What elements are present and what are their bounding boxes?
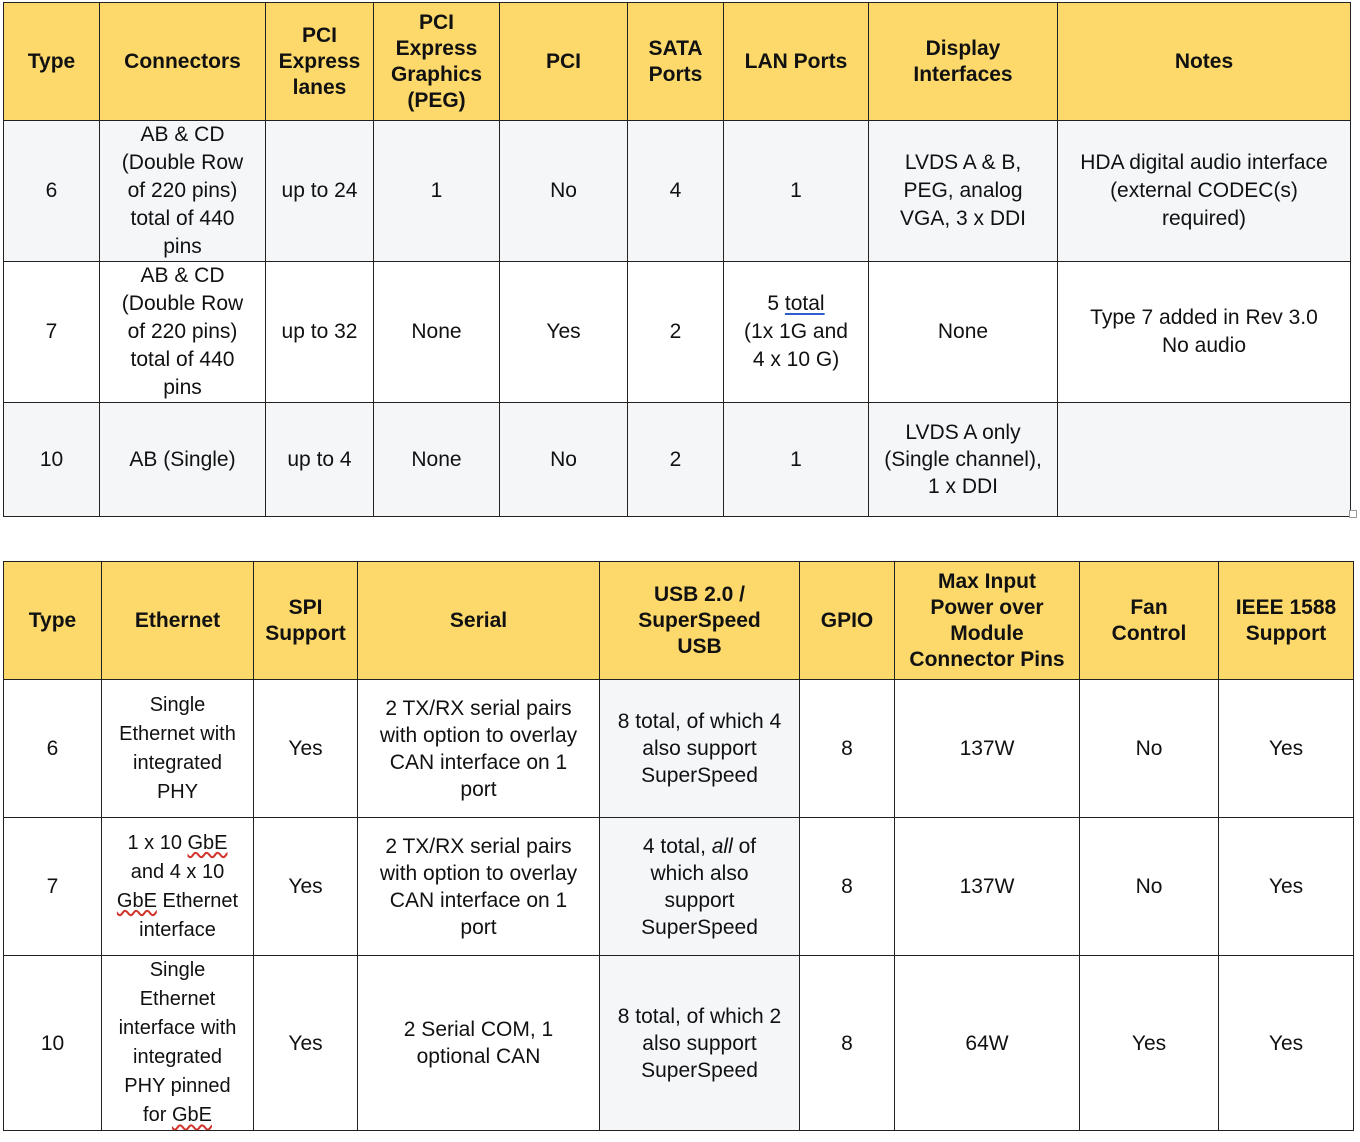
cell-ieee-1588: Yes (1219, 818, 1354, 956)
table-resize-handle[interactable] (1349, 510, 1357, 518)
cell-gpio: 8 (800, 956, 895, 1131)
cell-max-power: 137W (895, 818, 1080, 956)
cell-sata: 4 (628, 121, 724, 262)
header-serial: Serial (358, 562, 600, 680)
cell-ethernet: 1 x 10 GbE and 4 x 10 GbE Ethernet interface (102, 818, 254, 956)
header-peg: PCI Express Graphics (PEG) (374, 3, 500, 121)
cell-type: 10 (4, 956, 102, 1131)
cell-usb: 8 total, of which 2 also support SuperSpeed (600, 956, 800, 1131)
cell-fan-control: No (1080, 680, 1219, 818)
total-link-underline: total (784, 292, 825, 315)
cell-fan-control: No (1080, 818, 1219, 956)
cell-fan-control: Yes (1080, 956, 1219, 1131)
header-notes: Notes (1058, 3, 1351, 121)
cell-lan: 1 (724, 403, 869, 517)
table2-header-row (4, 562, 1354, 680)
header-pcie-lanes: PCI Express lanes (266, 3, 374, 121)
table-row (4, 403, 1351, 517)
cell-lan: 5 total (1x 1G and 4 x 10 G) (724, 262, 869, 403)
cell-ieee-1588: Yes (1219, 680, 1354, 818)
cell-ethernet: Single Ethernet interface with integrated PHY pinned for GbE (102, 956, 254, 1131)
cell-peg: None (374, 403, 500, 517)
header-max-input-power: Max Input Power over Module Connector Pins (895, 562, 1080, 680)
header-type: Type (4, 562, 102, 680)
comparison-table-2 (3, 561, 1354, 1131)
cell-lan: 1 (724, 121, 869, 262)
cell-ieee-1588: Yes (1219, 956, 1354, 1131)
cell-serial: 2 TX/RX serial pairs with option to overlay CAN interface on 1 port (358, 818, 600, 956)
cell-pcie-lanes: up to 4 (266, 403, 374, 517)
comparison-table-1 (3, 2, 1351, 517)
spellcheck-underline: GbE (171, 1104, 212, 1126)
cell-spi: Yes (254, 818, 358, 956)
header-type: Type (4, 3, 100, 121)
cell-pci: No (500, 403, 628, 517)
cell-notes: HDA digital audio interface (external CODEC(s) required) (1058, 121, 1351, 262)
cell-type: 10 (4, 403, 100, 517)
cell-max-power: 137W (895, 680, 1080, 818)
header-ieee-1588: IEEE 1588 Support (1219, 562, 1354, 680)
cell-sata: 2 (628, 262, 724, 403)
cell-spi: Yes (254, 956, 358, 1131)
header-usb: USB 2.0 / SuperSpeed USB (600, 562, 800, 680)
header-ethernet: Ethernet (102, 562, 254, 680)
cell-type: 7 (4, 818, 102, 956)
spellcheck-underline: GbE (116, 889, 157, 912)
cell-serial: 2 TX/RX serial pairs with option to overlay CAN interface on 1 port (358, 680, 600, 818)
table-row (4, 818, 1354, 956)
cell-connectors: AB & CD (Double Row of 220 pins) total of 440 pins (100, 121, 266, 262)
cell-notes: Type 7 added in Rev 3.0 No audio (1058, 262, 1351, 403)
cell-type: 6 (4, 121, 100, 262)
cell-type: 7 (4, 262, 100, 403)
table-row (4, 121, 1351, 262)
cell-spi: Yes (254, 680, 358, 818)
header-lan-ports: LAN Ports (724, 3, 869, 121)
table1-header-row (4, 3, 1351, 121)
header-fan-control: Fan Control (1080, 562, 1219, 680)
cell-pcie-lanes: up to 24 (266, 121, 374, 262)
spellcheck-underline: GbE (187, 831, 228, 854)
cell-max-power: 64W (895, 956, 1080, 1131)
cell-notes (1058, 403, 1351, 517)
cell-serial: 2 Serial COM, 1 optional CAN (358, 956, 600, 1131)
cell-sata: 2 (628, 403, 724, 517)
cell-display: None (869, 262, 1058, 403)
cell-pci: Yes (500, 262, 628, 403)
cell-display: LVDS A only (Single channel), 1 x DDI (869, 403, 1058, 517)
table-row (4, 956, 1354, 1131)
cell-peg: None (374, 262, 500, 403)
cell-pcie-lanes: up to 32 (266, 262, 374, 403)
cell-peg: 1 (374, 121, 500, 262)
cell-type: 6 (4, 680, 102, 818)
header-sata-ports: SATA Ports (628, 3, 724, 121)
cell-usb: 8 total, of which 4 also support SuperSpeed (600, 680, 800, 818)
header-spi-support: SPI Support (254, 562, 358, 680)
header-pci: PCI (500, 3, 628, 121)
header-gpio: GPIO (800, 562, 895, 680)
table-row (4, 680, 1354, 818)
cell-gpio: 8 (800, 680, 895, 818)
cell-ethernet: Single Ethernet with integrated PHY (102, 680, 254, 818)
header-connectors: Connectors (100, 3, 266, 121)
cell-gpio: 8 (800, 818, 895, 956)
cell-connectors: AB (Single) (100, 403, 266, 517)
cell-pci: No (500, 121, 628, 262)
cell-display: LVDS A & B, PEG, analog VGA, 3 x DDI (869, 121, 1058, 262)
table-row (4, 262, 1351, 403)
header-display-interfaces: Display Interfaces (869, 3, 1058, 121)
cell-usb: 4 total, all of which also support SuperSpeed (600, 818, 800, 956)
cell-connectors: AB & CD (Double Row of 220 pins) total of 440 pins (100, 262, 266, 403)
